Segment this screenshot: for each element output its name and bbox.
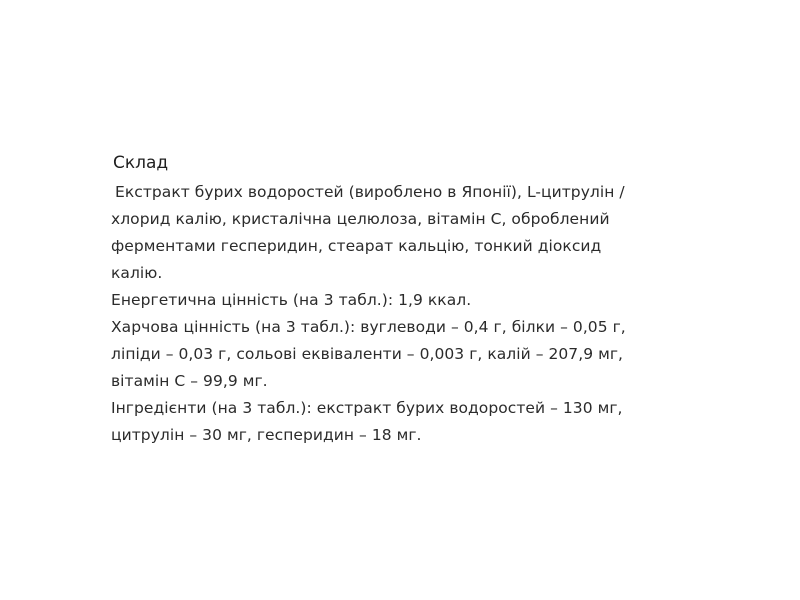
nutrition-value-line: Харчова цінність (на 3 табл.): вуглеводи – 0,4 г, білки – 0,05 г, — [111, 318, 626, 336]
energy-value-line: Енергетична цінність (на 3 табл.): 1,9 ккал. — [111, 291, 472, 309]
text-line: хлорид калію, кристалічна целюлоза, вітамін C, оброблений — [111, 210, 610, 228]
composition-section — [111, 150, 711, 449]
text-line: вітамін C – 99,9 мг. — [111, 372, 268, 390]
composition-heading: Склад — [113, 153, 169, 173]
text-line: ферментами гесперидин, стеарат кальцію, тонкий діоксид — [111, 237, 602, 255]
text-line: ліпіди – 0,03 г, сольові еквіваленти – 0,003 г, калій – 207,9 мг, — [111, 345, 624, 363]
ingredients-line: Інгредієнти (на 3 табл.): екстракт бурих водоростей – 130 мг, — [111, 399, 623, 417]
text-line: калію. — [111, 264, 163, 282]
text-line: цитрулін – 30 мг, гесперидин – 18 мг. — [111, 426, 422, 444]
composition-text — [111, 179, 711, 449]
text-line: Екстракт бурих водоростей (вироблено в Японії), L-цитрулін / — [115, 183, 625, 201]
